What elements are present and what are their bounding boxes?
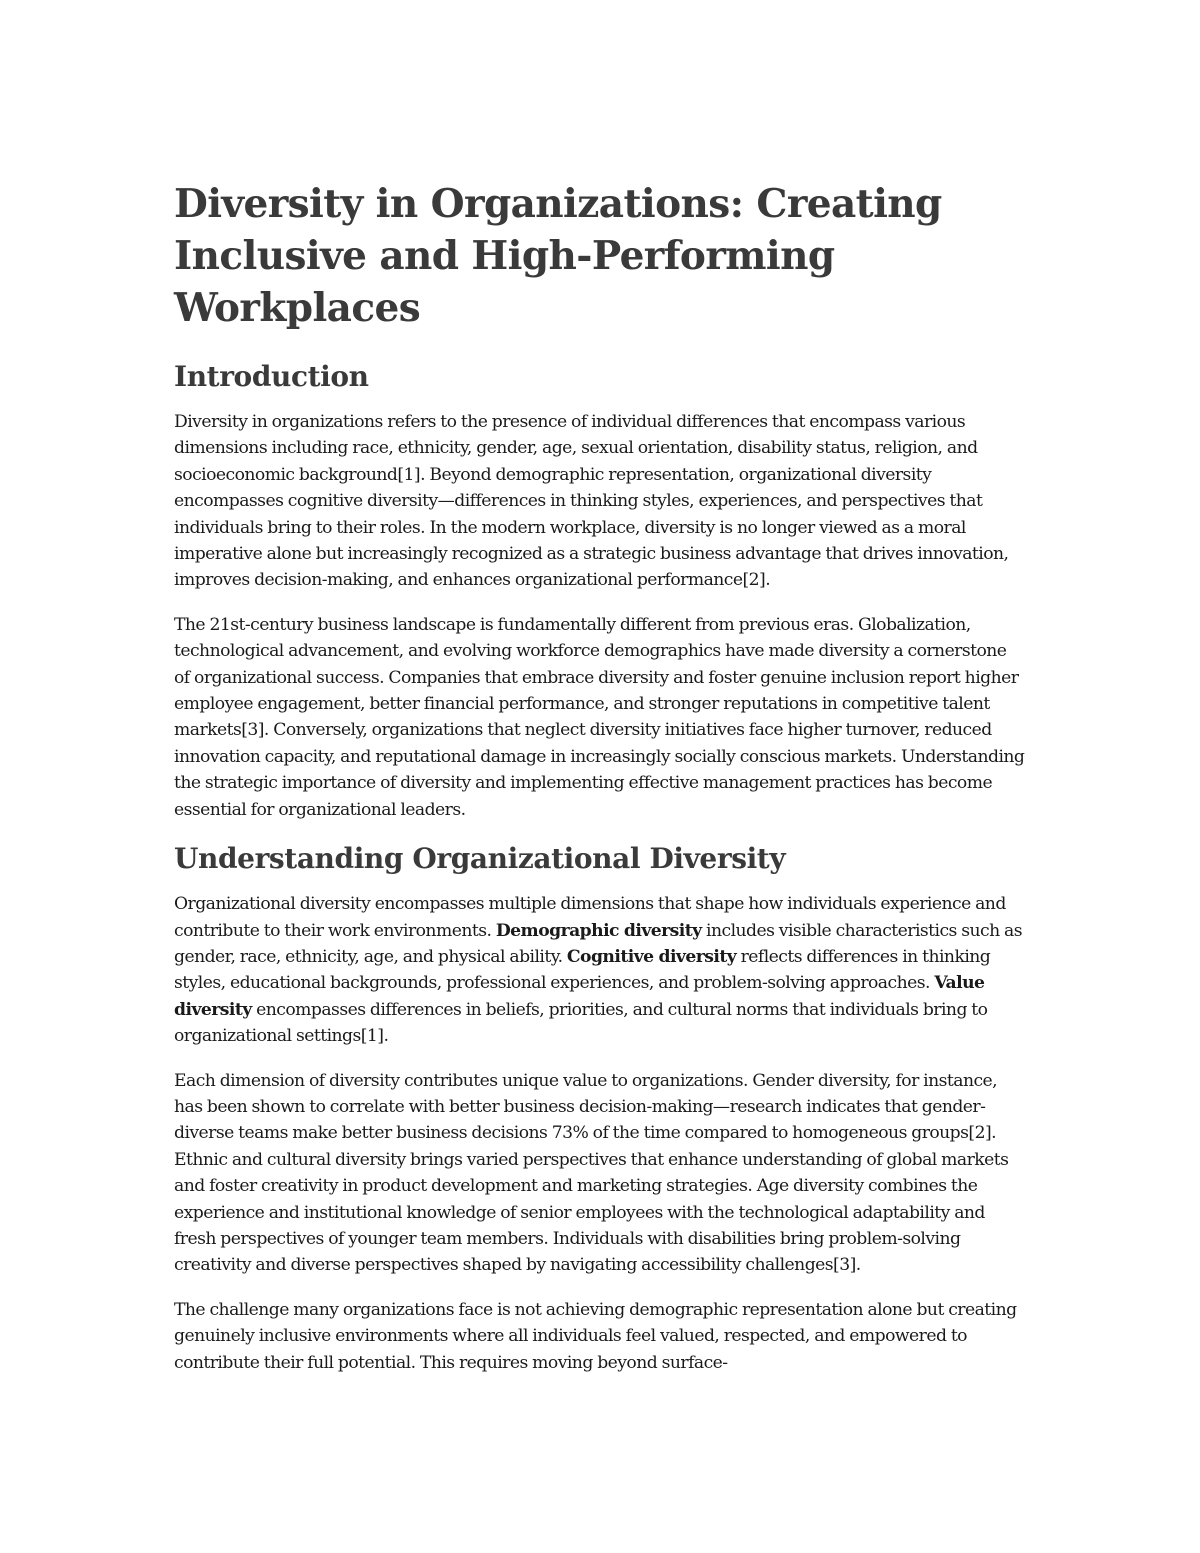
bold-term-demographic-diversity: Demographic diversity xyxy=(495,920,702,941)
diversity-paragraph-1 xyxy=(174,891,1026,1049)
document-page xyxy=(174,178,1026,1394)
section-heading-introduction: Introduction xyxy=(174,360,369,393)
paragraph-text: reflects differences in thinking styles, educational backgrounds, professional experiences, and problem-solving approaches. xyxy=(174,946,991,994)
diversity-paragraph-3: The challenge many organizations face is not achieving demographic representation alone but creating genuinely inclusive environments where all individuals feel valued, respected, and empowered to contribute their full potential. This requires moving beyond surface- xyxy=(174,1299,1017,1373)
diversity-paragraph-2: Each dimension of diversity contributes unique value to organizations. Gender diversity, for instance, has been shown to correlate with better business decision-making—research indicates that gender-diverse teams make better business decisions 73% of the time compared to homogeneous groups[2]. Ethnic and cultural diversity brings varied perspectives that enhance understanding of global markets and foster creativity in product development and marketing strategies. Age diversity combines the experience and institutional knowledge of senior employees with the technological adaptability and fresh perspectives of younger team members. Individuals with disabilities bring problem-solving creativity and diverse perspectives shaped by navigating accessibility challenges[3]. xyxy=(174,1070,1009,1276)
paragraph-text: Organizational diversity encompasses multiple dimensions that shape how individuals experience and contribute to their work environments. xyxy=(174,894,1006,941)
bold-term-value-diversity: Value diversity xyxy=(174,973,985,1020)
document-title: Diversity in Organizations: Creating Inclusive and High-Performing Workplaces xyxy=(174,181,942,331)
section-heading-understanding-diversity: Understanding Organizational Diversity xyxy=(174,842,786,876)
intro-paragraph-1: Diversity in organizations refers to the presence of individual differences that encompass various dimensions including race, ethnicity, gender, age, sexual orientation, disability status, religion, and socioeconomic background[1]. Beyond demographic representation, organizational diversity encompasses cognitive diversity—differences in thinking styles, experiences, and perspectives that individuals bring to their roles. In the modern workplace, diversity is no longer viewed as a moral imperative alone but increasingly recognized as a strategic business advantage that drives innovation, improves decision-making, and enhances organizational performance[2]. xyxy=(174,412,1009,591)
intro-paragraph-2: The 21st-century business landscape is fundamentally different from previous eras. Globalization, technological advancement, and evolving workforce demographics have made diversity a cornerstone of organizational success. Companies that embrace diversity and foster genuine inclusion report higher employee engagement, better financial performance, and stronger reputations in competitive talent markets[3]. Conversely, organizations that neglect diversity initiatives face higher turnover, reduced innovation capacity, and reputational damage in increasingly socially conscious markets. Understanding the strategic importance of diversity and implementing effective management practices has become essential for organizational leaders. xyxy=(174,614,1025,820)
paragraph-text: encompasses differences in beliefs, priorities, and cultural norms that individuals bring to organizational settings[1]. xyxy=(174,999,988,1047)
paragraph-text: includes visible characteristics such as gender, race, ethnicity, age, and physical ability. xyxy=(174,920,1022,967)
bold-term-cognitive-diversity: Cognitive diversity xyxy=(566,946,737,967)
